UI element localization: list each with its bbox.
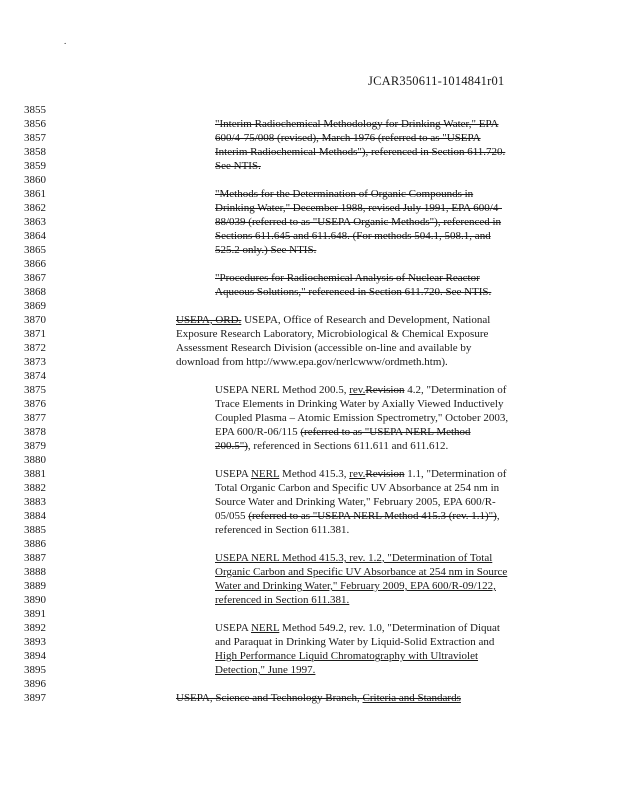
struck-text: Criteria and Standards	[362, 692, 461, 704]
line-number: 3860	[24, 174, 46, 186]
paragraph-science-technology-branch	[176, 691, 461, 705]
struck-text: USEPA, Science and Technology Branch,	[176, 692, 363, 704]
line-number: 3864	[24, 230, 46, 242]
line-number: 3888	[24, 566, 46, 578]
inserted-text: NERL	[250, 468, 280, 480]
struck-text: USEPA, ORD.	[176, 314, 242, 326]
text-line: "Procedures for Radiochemical Analysis of Nuclear Reactor	[215, 272, 480, 284]
line-number: 3892	[24, 622, 46, 634]
inline-text: Method 549.2, rev. 1.0, "Determination of Diquat	[279, 622, 500, 634]
line-number: 3883	[24, 496, 46, 508]
text-line	[215, 621, 500, 635]
line-number: 3876	[24, 398, 46, 410]
text-line: referenced in Section 611.381.	[215, 524, 350, 536]
line-number: 3873	[24, 356, 46, 368]
text-line: Source Water and Drinking Water," February 2005, EPA 600/R-	[215, 496, 496, 508]
inline-text: USEPA, Office of Research and Development, National	[241, 314, 491, 326]
line-number: 3859	[24, 160, 46, 172]
line-number: 3878	[24, 426, 46, 438]
line-number: 3856	[24, 118, 46, 130]
inline-text: 05/055	[215, 510, 249, 522]
text-line: and Paraquat in Drinking Water by Liquid-Solid Extraction and	[215, 636, 495, 648]
text-line	[215, 383, 508, 397]
paragraph-method-415-3-rev-1-2	[215, 551, 507, 607]
inserted-text: NERL	[250, 622, 280, 634]
text-line	[215, 467, 506, 481]
line-number: 3871	[24, 328, 46, 340]
line-number: 3877	[24, 412, 46, 424]
paragraph-radiochemical-procedures	[215, 271, 491, 299]
document-id: JCAR350611-1014841r01	[368, 74, 505, 88]
line-number: 3887	[24, 552, 46, 564]
struck-text: Revision	[365, 384, 405, 396]
text-line: Detection," June 1997.	[215, 664, 316, 676]
text-line: Interim Radiochemical Methods"), referenced in Section 611.720.	[215, 146, 506, 158]
inline-text: USEPA	[215, 622, 251, 634]
text-line	[215, 425, 508, 439]
text-line: USEPA NERL Method 415.3, rev. 1.2, "Determination of Total	[215, 552, 493, 564]
line-number: 3889	[24, 580, 46, 592]
inline-text: EPA 600/R-06/115	[215, 426, 301, 438]
line-number: 3867	[24, 272, 46, 284]
text-line: Organic Carbon and Specific UV Absorbance at 254 nm in Source	[215, 566, 508, 578]
text-line: "Interim Radiochemical Methodology for Drinking Water," EPA	[215, 118, 499, 130]
inline-text: USEPA	[215, 468, 251, 480]
text-line: 600/4-75/008 (revised), March 1976 (referred to as "USEPA	[215, 132, 481, 144]
struck-text: 200.5")	[215, 440, 248, 452]
line-number: 3882	[24, 482, 46, 494]
text-line: download from http://www.epa.gov/nerlcwww/ordmeth.htm).	[176, 356, 448, 368]
line-number: 3855	[24, 104, 46, 116]
line-number: 3890	[24, 594, 46, 606]
line-number: 3891	[24, 608, 46, 620]
text-line: High Performance Liquid Chromatography with Ultraviolet	[215, 650, 479, 662]
paragraph-interim-radiochemical	[215, 117, 505, 173]
line-number: 3897	[24, 692, 46, 704]
inserted-text: rev.	[349, 384, 366, 396]
line-number: 3862	[24, 202, 46, 214]
line-number: 3886	[24, 538, 46, 550]
line-number: 3869	[24, 300, 46, 312]
struck-text: (referred to as "USEPA NERL Method 415.3 (rev. 1.1)")	[248, 510, 497, 522]
paragraph-method-200-5	[215, 383, 508, 453]
text-line: "Methods for the Determination of Organic Compounds in	[215, 188, 474, 200]
paragraph-method-549-2	[215, 621, 500, 677]
line-number: 3866	[24, 258, 46, 270]
line-number: 3858	[24, 146, 46, 158]
line-number-column	[24, 103, 46, 705]
line-number: 3893	[24, 636, 46, 648]
inline-text: 4.2, "Determination of	[404, 384, 507, 396]
text-line: Trace Elements in Drinking Water by Axially Viewed Inductively	[215, 398, 504, 410]
text-line: 525.2 only.) See NTIS.	[215, 244, 317, 256]
text-line: 88/039 (referred to as "USEPA Organic Methods"), referenced in	[215, 216, 502, 228]
line-number: 3895	[24, 664, 46, 676]
paragraph-usepa-ord	[176, 313, 490, 369]
paragraph-method-415-3-rev-1-1	[215, 467, 506, 537]
line-number: 3863	[24, 216, 46, 228]
text-line: See NTIS.	[215, 160, 261, 172]
line-number: 3879	[24, 440, 46, 452]
text-line: Exposure Research Laboratory, Microbiological & Chemical Exposure	[176, 328, 489, 340]
line-number: 3896	[24, 678, 46, 690]
text-line: Water and Drinking Water," February 2009, EPA 600/R-09/122,	[215, 580, 496, 592]
inline-text: Method 415.3,	[279, 468, 350, 480]
line-number: 3857	[24, 132, 46, 144]
inserted-text: rev.	[349, 468, 366, 480]
line-number: 3870	[24, 314, 46, 326]
inline-text: USEPA NERL Method 200.5,	[215, 384, 350, 396]
text-line: Total Organic Carbon and Specific UV Absorbance at 254 nm in	[215, 482, 500, 494]
text-line	[215, 439, 508, 453]
text-line: Coupled Plasma – Atomic Emission Spectrometry," October 2003,	[215, 412, 509, 424]
text-line: Assessment Research Division (accessible on-line and available by	[176, 342, 472, 354]
line-number: 3868	[24, 286, 46, 298]
inline-text: , referenced in Sections 611.611 and 611.612.	[247, 440, 449, 452]
struck-text: (referred to as "USEPA NERL Method	[300, 426, 471, 438]
page-mark: .	[64, 36, 67, 46]
line-number: 3874	[24, 370, 46, 382]
text-line: Drinking Water," December 1988, revised July 1991, EPA 600/4-	[215, 202, 502, 214]
line-number: 3875	[24, 384, 46, 396]
inline-text: ,	[496, 510, 500, 522]
text-line: Aqueous Solutions," referenced in Section 611.720. See NTIS.	[215, 286, 492, 298]
text-line	[176, 691, 461, 705]
text-line	[176, 313, 490, 327]
line-number: 3884	[24, 510, 46, 522]
inline-text: 1.1, "Determination of	[404, 468, 507, 480]
struck-text: Revision	[365, 468, 405, 480]
text-line	[215, 509, 506, 523]
line-number: 3865	[24, 244, 46, 256]
line-number: 3872	[24, 342, 46, 354]
text-line: referenced in Section 611.381.	[215, 594, 350, 606]
line-number: 3885	[24, 524, 46, 536]
line-number: 3880	[24, 454, 46, 466]
text-line: Sections 611.645 and 611.648. (For methods 504.1, 508.1, and	[215, 230, 491, 242]
line-number: 3861	[24, 188, 46, 200]
line-number: 3881	[24, 468, 46, 480]
line-number: 3894	[24, 650, 46, 662]
paragraph-organic-methods	[215, 187, 502, 257]
